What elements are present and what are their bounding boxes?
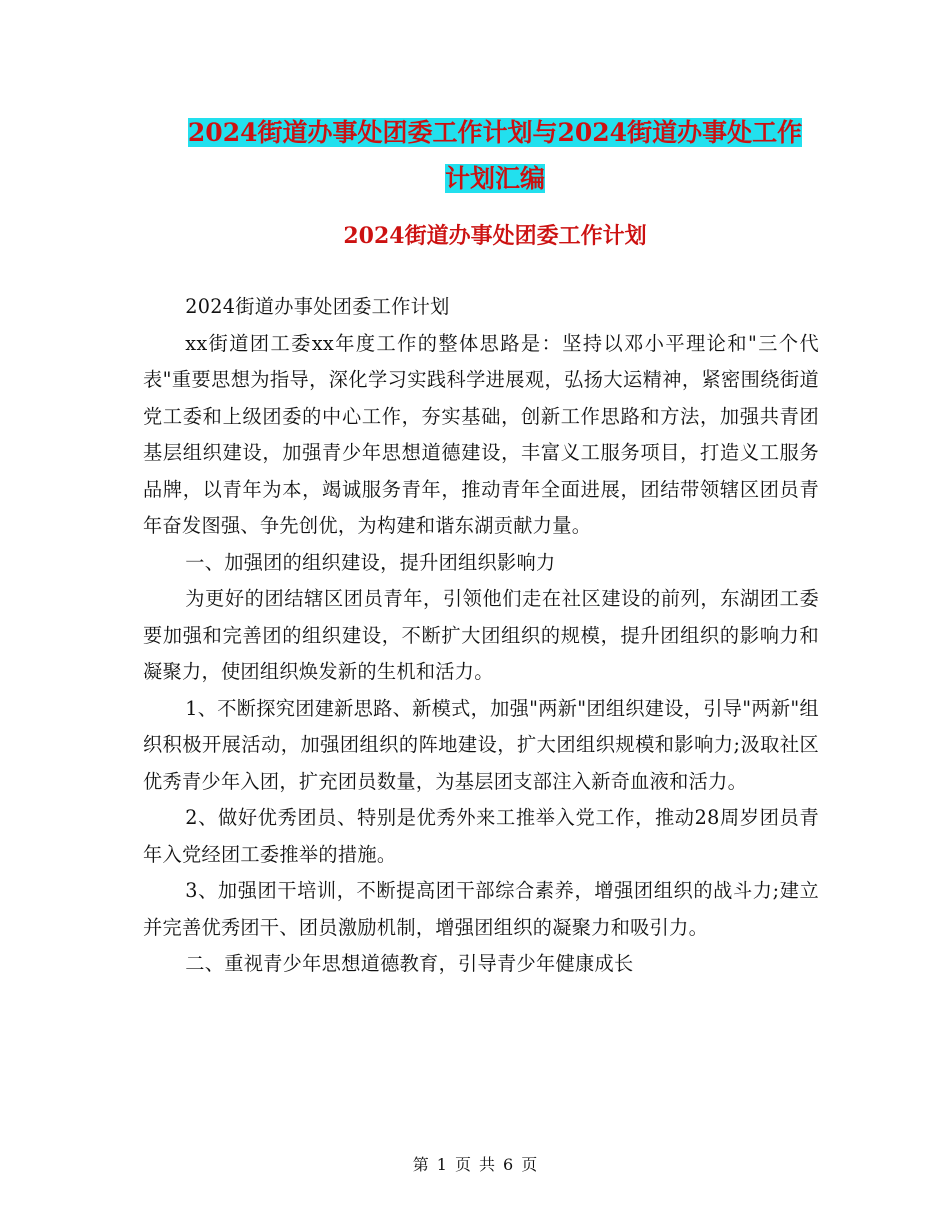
document-title-line1: 2024街道办事处团委工作计划与2024街道办事处工作 (187, 118, 803, 147)
page-footer (0, 1153, 950, 1177)
document-title-line2: 计划汇编 (444, 164, 545, 193)
footer-page-prefix: 第 (412, 1155, 429, 1174)
body-text (143, 289, 819, 983)
paragraph: 为更好的团结辖区团员青年，引领他们走在社区建设的前列，东湖团工委要加强和完善团的组织建设，不断扩大团组织的规模，提升团组织的影响力和凝聚力，使团组织焕发新的生机和活力。 (143, 587, 819, 683)
footer-page-suffix: 页 (521, 1155, 538, 1174)
document-title (140, 110, 850, 202)
section-title: 2024街道办事处团委工作计划 (343, 223, 647, 249)
paragraph: 3、加强团干培训，不断提高团干部综合素养，增强团组织的战斗力;建立并完善优秀团干、团员激励机制，增强团组织的凝聚力和吸引力。 (143, 879, 819, 939)
paragraph-heading: 二、重视青少年思想道德教育，引导青少年健康成长 (185, 952, 634, 975)
footer-current-page: 1 (436, 1155, 447, 1174)
paragraph-heading: 一、加强团的组织建设，提升团组织影响力 (185, 550, 556, 574)
footer-total-prefix: 共 (479, 1155, 496, 1174)
paragraph: xx街道团工委xx年度工作的整体思路是：坚持以邓小平理论和"三个代表"重要思想为指导，深化学习实践科学进展观，弘扬大运精神，紧密围绕街道党工委和上级团委的中心工作，夯实基础，创新工作思路和方法，加强共青团基层组织建设，加强青少年思想道德建设，丰富义工服务项目，打造义工服务品牌，以青年为本，竭诚服务青年，推动青年全面进展，团结带领辖区团员青年奋发图强、争先创优，为构建和谐东湖贡献力量。 (143, 331, 819, 537)
footer-page-mid: 页 (454, 1155, 471, 1174)
footer-total-pages: 6 (503, 1155, 514, 1174)
paragraph: 2、做好优秀团员、特别是优秀外来工推举入党工作，推动28周岁团员青年入党经团工委推举的措施。 (143, 806, 819, 866)
paragraph: 2024街道办事处团委工作计划 (185, 295, 450, 318)
paragraph: 1、不断探究团建新思路、新模式，加强"两新"团组织建设，引导"两新"组织积极开展活动，加强团组织的阵地建设，扩大团组织规模和影响力;汲取社区优秀青少年入团，扩充团员数量，为基层团支部注入新奇血液和活力。 (143, 696, 819, 793)
